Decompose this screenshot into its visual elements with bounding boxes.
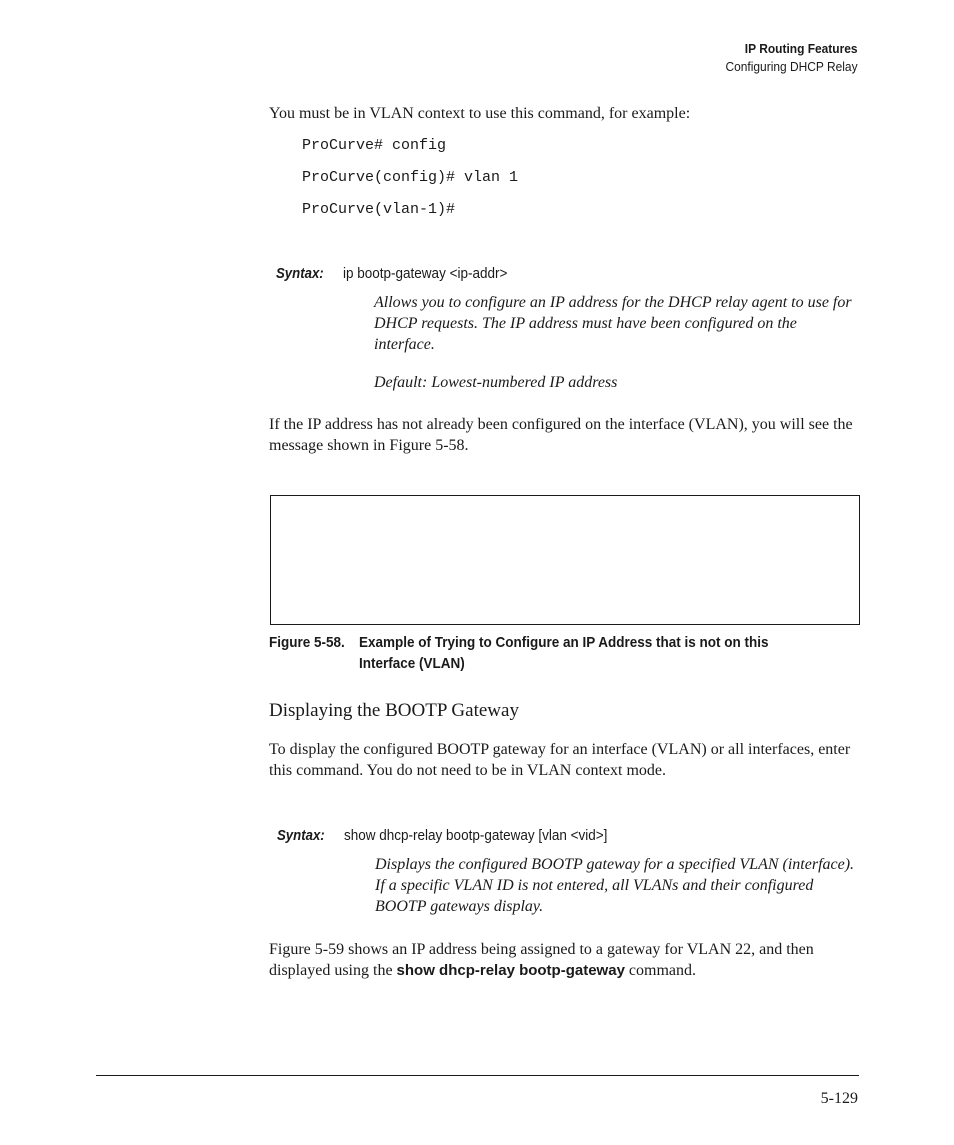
code-line-1: ProCurve# config	[302, 137, 447, 154]
running-header-subtitle: Configuring DHCP Relay	[725, 59, 858, 74]
figure-caption-line-1: Example of Trying to Configure an IP Address that is not on this	[359, 634, 769, 651]
syntax-description: Allows you to configure an IP address for the DHCP relay agent to use for DHCP requests. The IP address must have been configured on the interface.	[374, 294, 852, 353]
not-configured-paragraph: If the IP address has not already been configured on the interface (VLAN), you will see the message shown in Figure 5-58.	[269, 416, 853, 454]
running-header-title: IP Routing Features	[745, 41, 858, 56]
syntax-description-2: Displays the configured BOOTP gateway for a specified VLAN (interface). If a specific VLAN ID is not entered, all VLANs and their configured BOOTP gateways display.	[375, 856, 855, 915]
syntax-command: ip bootp-gateway <ip-addr>	[343, 265, 508, 282]
figure-caption-line-2: Interface (VLAN)	[359, 655, 465, 672]
page-number: 5-129	[820, 1090, 858, 1107]
syntax-label: Syntax:	[276, 265, 324, 282]
code-line-3: ProCurve(vlan-1)#	[302, 201, 456, 218]
display-paragraph: To display the configured BOOTP gateway for an interface (VLAN) or all interfaces, enter this command. You do not need to be in VLAN context mode.	[269, 741, 851, 779]
figure-5-58-caption	[269, 632, 769, 674]
syntax-command-2: show dhcp-relay bootp-gateway [vlan <vid>]	[344, 827, 608, 844]
inline-command: show dhcp-relay bootp-gateway	[396, 962, 625, 979]
syntax-default: Default: Lowest-numbered IP address	[374, 374, 618, 391]
figure-59-text-after: command.	[624, 962, 697, 979]
syntax-label-2: Syntax:	[277, 827, 325, 844]
figure-5-58-frame	[270, 495, 860, 625]
figure-59-text-before: Figure 5-59 shows an IP address being assigned to a gateway for VLAN 22, and then displayed using the	[269, 941, 814, 979]
footer-rule	[96, 1075, 859, 1076]
intro-paragraph: You must be in VLAN context to use this command, for example:	[269, 105, 691, 122]
section-heading: Displaying the BOOTP Gateway	[269, 700, 519, 721]
figure-number: Figure 5-58.	[269, 634, 345, 651]
code-line-2: ProCurve(config)# vlan 1	[302, 169, 519, 186]
figure-59-paragraph	[269, 939, 861, 981]
